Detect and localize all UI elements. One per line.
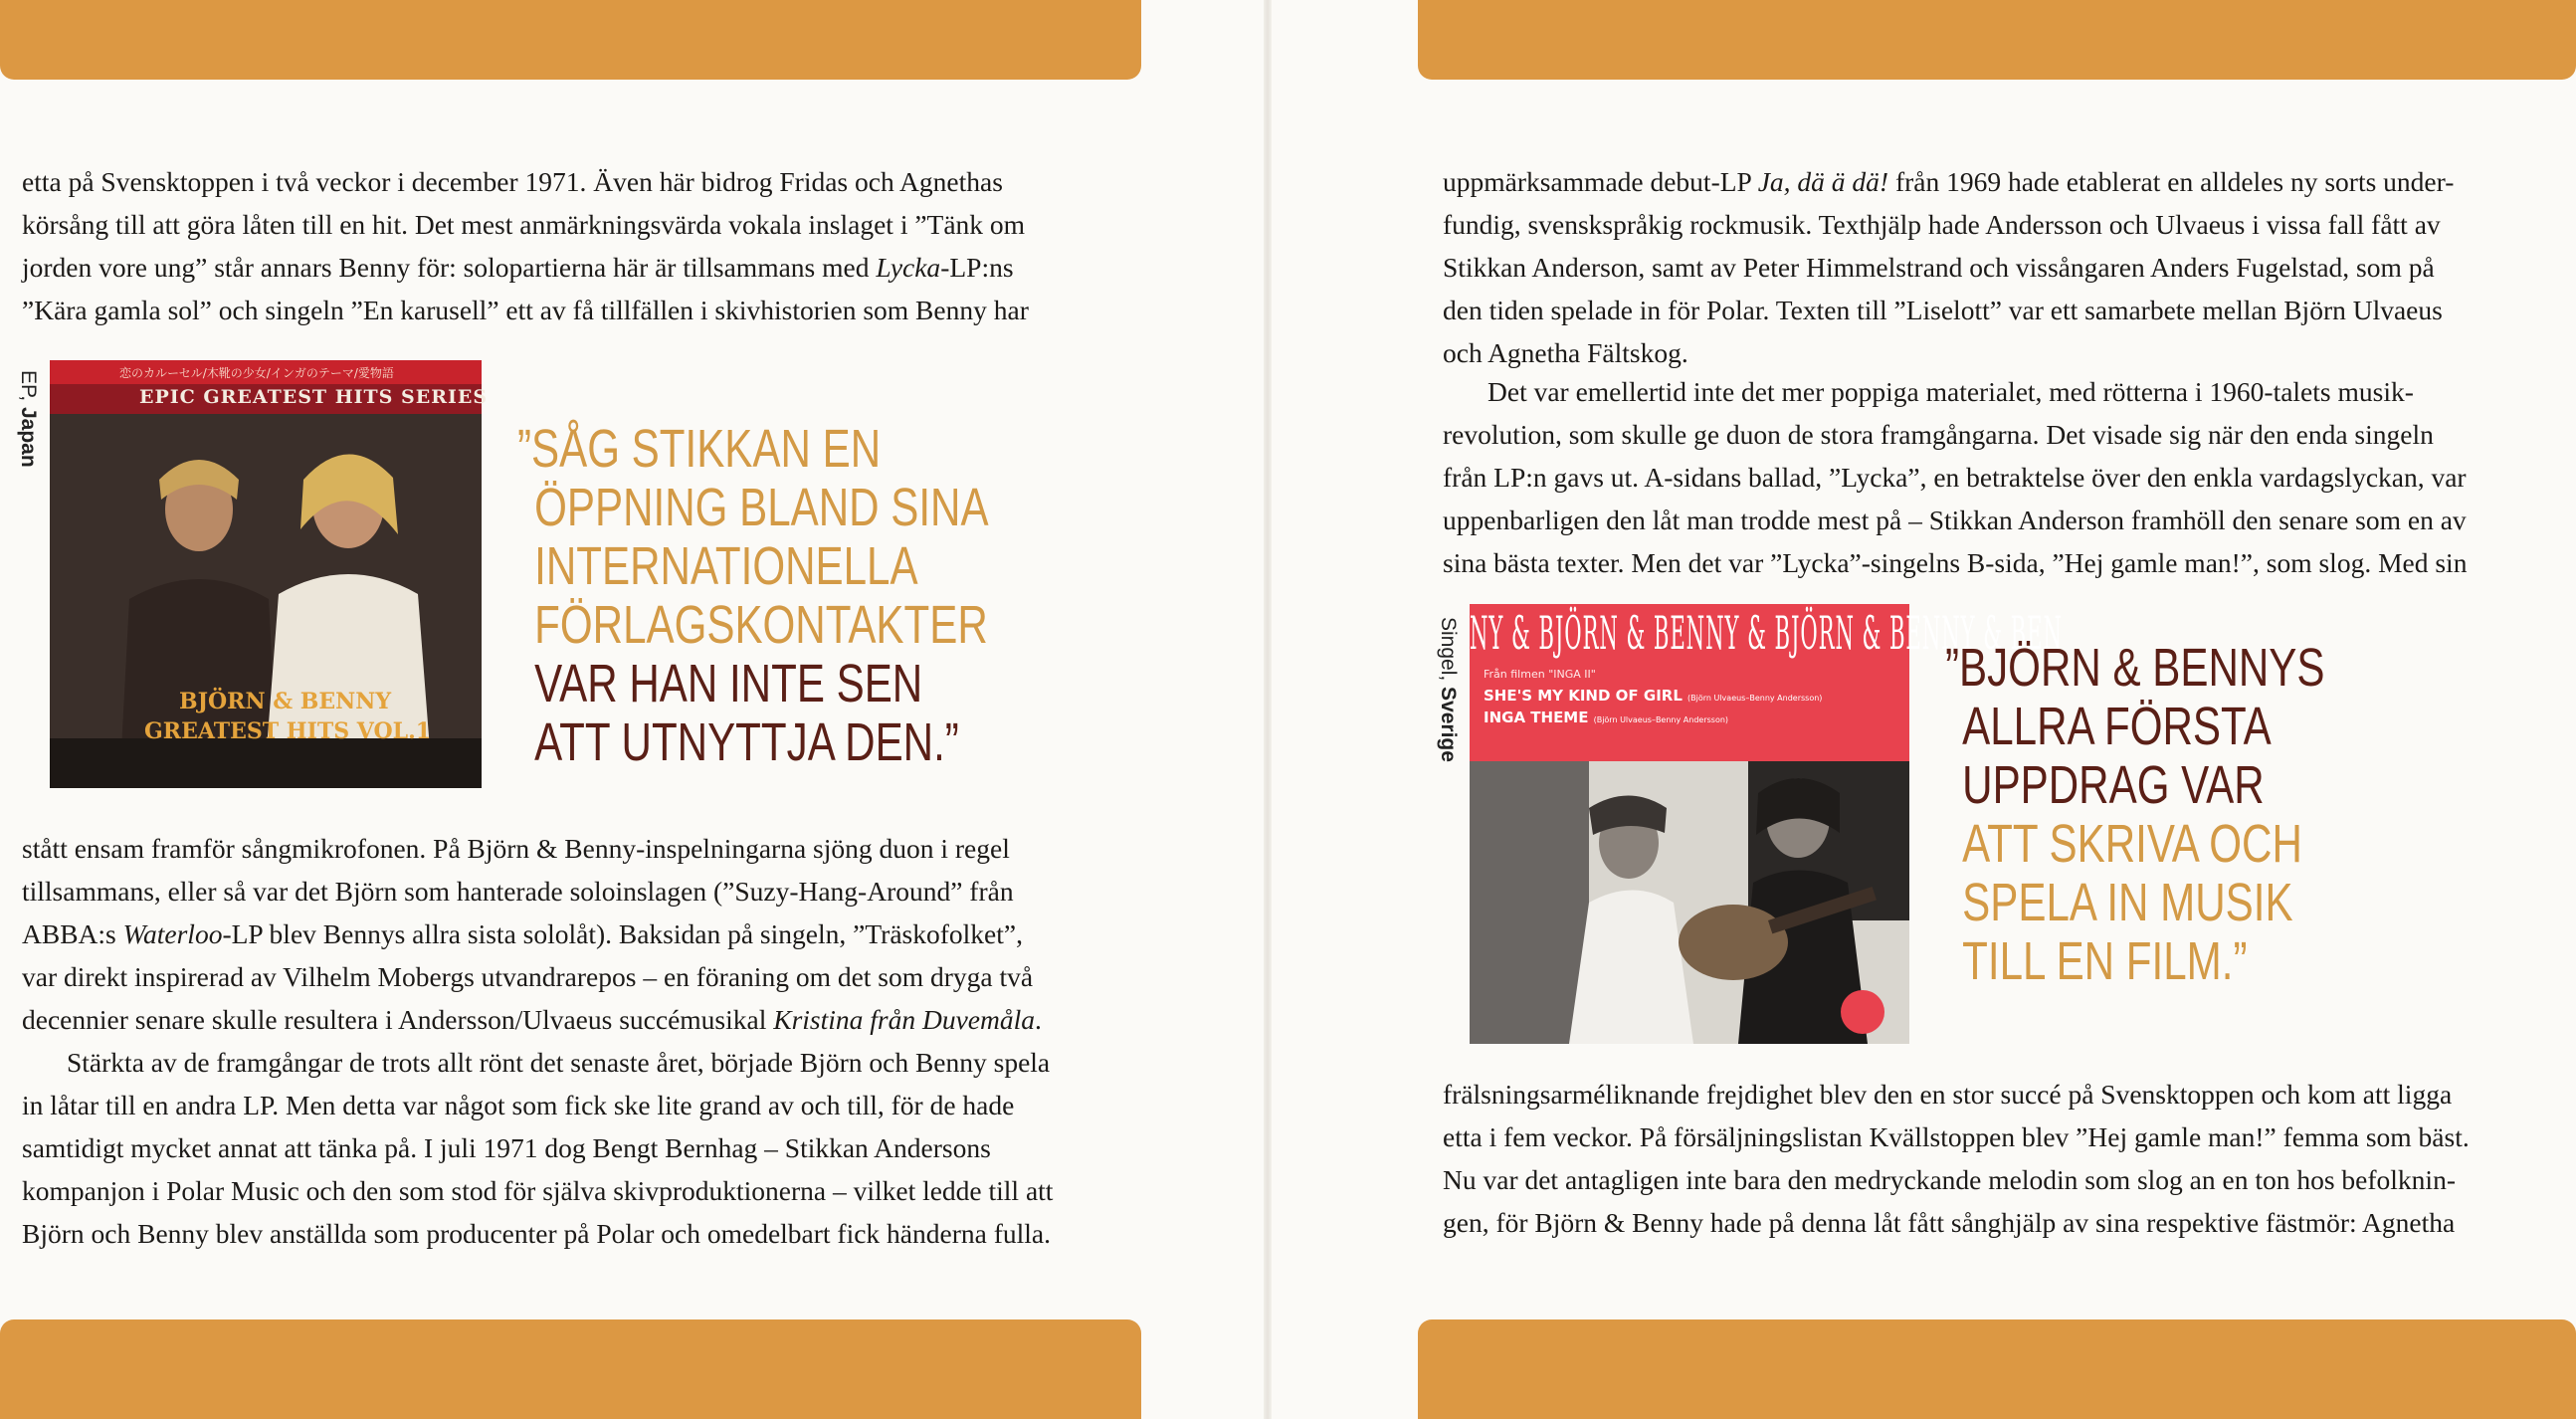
ep-cover-series: EPIC GREATEST HITS SERIES xyxy=(139,386,489,408)
song-2-credit: (Björn Ulvaeus–Benny Andersson) xyxy=(1593,715,1729,724)
text-line: uppenbarligen den låt man trodde mest på – Stikkan Anderson framhöll den senare som en av xyxy=(1443,505,2467,535)
text-line: Björn och Benny blev anställda som producenter på Polar och omedelbart fick händerna fulla. xyxy=(22,1218,1051,1249)
quote-line: UPPDRAG VAR xyxy=(1962,755,2265,815)
quote-line: FÖRLAGSKONTAKTER xyxy=(534,595,988,655)
text-line: decennier senare skulle resultera i Andersson/Ulvaeus succémusikal Kristina från Duvemåla. xyxy=(22,1004,1042,1035)
text-line: från LP:n gavs ut. A-sidans ballad, ”Lycka”, en betraktelse över den enkla vardagslyckan, var xyxy=(1443,462,2467,493)
text-line: revolution, som skulle ge duon de stora framgångarna. Det visade sig när den enda singeln xyxy=(1443,419,2434,450)
pull-quote-left xyxy=(517,420,989,772)
top-band-left xyxy=(0,0,1141,80)
top-band-right xyxy=(1418,0,2576,80)
quote-line: TILL EN FILM.” xyxy=(1962,931,2248,991)
spine-fold xyxy=(1264,0,1272,1419)
single-cover-film: Från filmen "INGA II" xyxy=(1484,668,1596,681)
text-line: körsång till att göra låten till en hit. Det mest anmärkningsvärda vokala inslaget i ”Tänk om xyxy=(22,209,1026,240)
text-line: etta i fem veckor. På försäljningslistan Kvällstoppen blev ”Hej gamle man!” femma som bäst. xyxy=(1443,1121,2470,1152)
quote-line: ÖPPNING BLAND SINA xyxy=(534,478,989,537)
quote-line: ATT SKRIVA OCH xyxy=(1962,814,2302,874)
single-cover-song-2 xyxy=(1484,708,1728,726)
ep-cover-japan xyxy=(50,360,489,788)
bottom-band-left xyxy=(0,1319,1141,1419)
quote-line: SPELA IN MUSIK xyxy=(1962,873,2293,932)
text-line: stått ensam framför sångmikrofonen. På Björn & Benny-inspelningarna sjöng duon i regel xyxy=(22,833,1010,864)
text-line: var direkt inspirerad av Vilhelm Mobergs utvandrarepos – en föraning om det som dryga två xyxy=(22,961,1034,992)
ep-cover-title-1: BJÖRN & BENNY xyxy=(179,689,392,714)
text-line: in låtar till en andra LP. Men detta var något som fick ske lite grand av och till, för de hade xyxy=(22,1090,1015,1120)
quote-line: ALLRA FÖRSTA xyxy=(1962,697,2272,756)
left-paragraph-1 xyxy=(22,160,1116,331)
text-line: fundig, svenskspråkig rockmusik. Texthjälp hade Andersson och Ulvaeus i vissa fall fått av xyxy=(1443,209,2441,240)
text-line: Nu var det antagligen inte bara den medryckande melodin som slog an en ton hos befolknin- xyxy=(1443,1164,2456,1195)
text-line: och Agnetha Fältskog. xyxy=(1443,337,1688,368)
right-paragraph-2 xyxy=(1443,370,2547,584)
song-1-credit: (Björn Ulvaeus–Benny Andersson) xyxy=(1686,694,1823,703)
text-line: samtidigt mycket annat att tänka på. I juli 1971 dog Bengt Bernhag – Stikkan Andersons xyxy=(22,1132,991,1163)
quote-line: ”BJÖRN & BENNYS xyxy=(1945,638,2325,698)
text-line: ABBA:s Waterloo-LP blev Bennys allra sista sololåt). Baksidan på singeln, ”Träskofolket”, xyxy=(22,918,1023,949)
text-line: kompanjon i Polar Music och den som stod för själva skivproduktionerna – vilket ledde till att xyxy=(22,1175,1054,1206)
text-line: Stärkta av de framgångar de trots allt rönt det senaste året, började Björn och Benny spela xyxy=(67,1047,1051,1078)
text-line: sina bästa texter. Men det var ”Lycka”-singelns B-sida, ”Hej gamle man!”, som slog. Med sin xyxy=(1443,547,2468,578)
text-line: etta på Svensktoppen i två veckor i december 1971. Även här bidrog Fridas och Agnethas xyxy=(22,166,1003,197)
right-paragraph-1 xyxy=(1443,160,2547,374)
quote-line: ”SÅG STIKKAN EN xyxy=(517,419,882,479)
right-paragraph-3 xyxy=(1443,1073,2547,1244)
cover-label-ep-japan: EP, Japan xyxy=(17,370,40,468)
text-line: den tiden spelade in för Polar. Texten till ”Liselott” var ett samarbete mellan Björn Ulvaeus xyxy=(1443,295,2443,325)
text-line: Det var emellertid inte det mer poppiga materialet, med rötterna i 1960-talets musik- xyxy=(1487,376,2414,407)
song-2-title: INGA THEME xyxy=(1484,709,1589,726)
bottom-band-right xyxy=(1418,1319,2576,1419)
single-cover-song-1 xyxy=(1484,686,1822,705)
quote-line: INTERNATIONELLA xyxy=(534,536,918,596)
text-line: tillsammans, eller så var det Björn som hanterade soloinslagen (”Suzy-Hang-Around” från xyxy=(22,876,1014,907)
text-line: jorden vore ung” står annars Benny för: solopartierna här är tillsammans med Lycka-LP:ns xyxy=(22,252,1014,283)
quote-line: ATT UTNYTTJA DEN.” xyxy=(534,712,959,772)
song-1-title: SHE'S MY KIND OF GIRL xyxy=(1484,687,1683,705)
single-cover-sverige xyxy=(1470,604,2063,1044)
left-paragraph-2 xyxy=(22,827,1116,1041)
text-line: uppmärksammade debut-LP Ja, dä ä dä! från 1969 hade etablerat en alldeles ny sorts under- xyxy=(1443,166,2455,197)
cover-label-singel-sverige: Singel, Sverige xyxy=(1437,617,1460,762)
text-line: ”Kära gamla sol” och singeln ”En karusell” ett av få tillfällen i skivhistorien som Benny har xyxy=(22,295,1029,325)
pull-quote-right xyxy=(1945,639,2324,991)
text-line: frälsningsarméliknande frejdighet blev den en stor succé på Svensktoppen och kom att ligga xyxy=(1443,1079,2453,1110)
left-paragraph-3 xyxy=(22,1041,1116,1255)
text-line: Stikkan Anderson, samt av Peter Himmelstrand och vissångaren Anders Fugelstad, som på xyxy=(1443,252,2435,283)
ep-cover-top-text: 恋のカルーセル/木靴の少女/インガのテーマ/愛物語 xyxy=(119,366,394,380)
single-cover-banner: NY & BJÖRN & BENNY & BJÖRN & BENNY & BEN xyxy=(1470,606,2063,660)
quote-line: VAR HAN INTE SEN xyxy=(534,654,923,713)
ep-cover-title-2: GREATEST HITS VOL.1 xyxy=(144,718,432,744)
text-line: gen, för Björn & Benny hade på denna låt fått sånghjälp av sina respektive fästmör: Agnetha xyxy=(1443,1207,2456,1238)
